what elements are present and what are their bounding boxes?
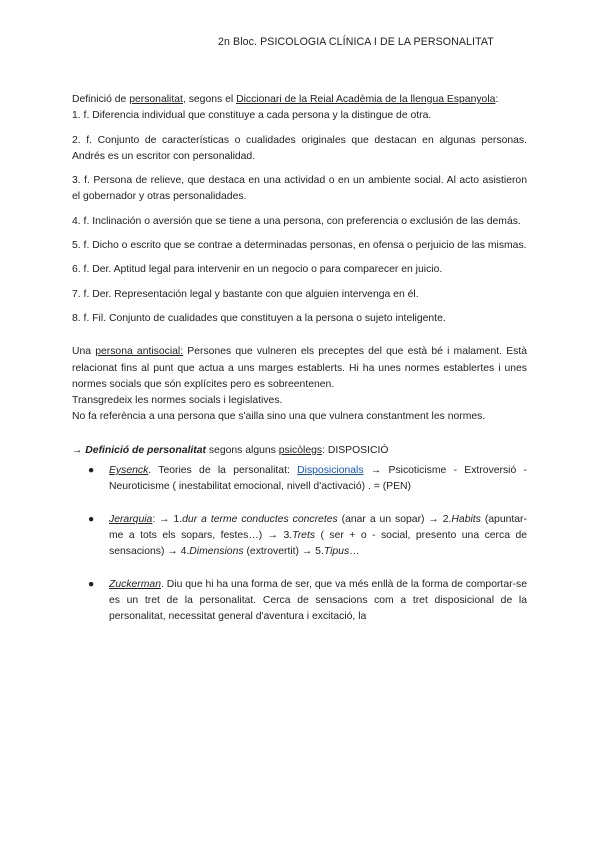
- jerarquia-t4: ( ser + o - social, presento una cerca de sensacions) → 4.: [109, 529, 527, 558]
- definition-1: 1. f. Diferencia individual que constituye a cada persona y la distingue de otra.: [72, 110, 432, 122]
- intro-term: personalitat: [129, 94, 183, 105]
- bullet-icon: ●: [88, 578, 95, 590]
- intro-paragraph: [72, 92, 527, 108]
- bullet-icon: ●: [88, 465, 95, 477]
- list-item-eysenck: [72, 463, 527, 496]
- antisocial-paragraph: [72, 344, 527, 393]
- section-psico: psicòlegs: [278, 444, 323, 456]
- section-suffix: : DISPOSICIÓ: [322, 444, 389, 456]
- section-heading: [72, 443, 527, 459]
- antisocial-line-2: Transgredeix les normes socials i legislatives.: [72, 395, 283, 407]
- intro-source: Diccionari de la Reial Acadèmia de la llengua Espanyola: [236, 94, 496, 105]
- jerarquia-t3: (apuntar-me a tots els sopars, festes…) → 3.: [109, 513, 527, 541]
- zuckerman-name: Zuckerman: [109, 578, 161, 590]
- definition-4: 4. f. Inclinación o aversión que se tiene a una persona, con preferencia o exclusión de las demás.: [72, 215, 521, 227]
- definition-5: 5. f. Dicho o escrito que se contrae a determinadas personas, en ofensa o perjuicio de las mismas.: [72, 240, 527, 252]
- section-title: Definició de personalitat: [85, 444, 206, 456]
- disposicionals-link[interactable]: Disposicionals: [297, 465, 364, 477]
- jerarquia-t1: : → 1.: [152, 513, 183, 525]
- antisocial-prefix: Una: [72, 346, 96, 358]
- eysenck-text-1: . Teories de la personalitat:: [148, 465, 298, 477]
- arrow-glyph: →: [72, 444, 86, 456]
- definition-7: 7. f. Der. Representación legal y bastante con que alguien intervenga en él.: [72, 288, 419, 300]
- zuckerman-text: . Diu que hi ha una forma de ser, que va més enllà de la forma de comportar-se es un tret de la personalitat. Cerca de sensacions com a tret disposicional de la personalitat, necessitat general d'aventura i excitació, la: [109, 578, 527, 623]
- antisocial-line-3: No fa referència a una persona que s'ailla sino una que vulnera constantment les normes.: [72, 411, 486, 423]
- document-body: [72, 92, 527, 625]
- intro-suffix: :: [495, 94, 499, 105]
- definition-2: 2. f. Conjunto de características o cualidades originales que destacan en algunas personas. Andrés es un escritor con personalidad.: [72, 134, 527, 162]
- jerarquia-e3: Trets: [292, 529, 316, 541]
- jerarquia-t5: (extrovertit) → 5.: [243, 546, 324, 558]
- jerarquia-t6: …: [349, 546, 360, 558]
- definition-8: 8. f. Fil. Conjunto de cualidades que constituyen a la persona o sujeto inteligente.: [72, 312, 446, 324]
- eysenck-text-2: → Psicoticisme - Extroversió - Neuroticisme ( inestabilitat emocional, nivell d'activació) . = (PEN): [109, 465, 527, 493]
- jerarquia-e4: Dimensions: [189, 546, 244, 558]
- intro-mid: , segons el: [182, 94, 237, 105]
- antisocial-text: Persones que vulneren els preceptes del que està bé i malament. Està relacionat fins al punt que actua a uns marges establerts. Hi ha unes normes establertes i unes normes socials que són explícites pero es sobreentenen.: [72, 346, 527, 390]
- jerarquia-t2: (anar a un sopar) → 2.: [337, 513, 452, 525]
- eysenck-name: Eysenck: [109, 465, 149, 477]
- section-mid: segons alguns: [205, 444, 279, 456]
- theorist-list: [72, 463, 527, 625]
- page-header: 2n Bloc. PSICOLOGIA CLÍNICA I DE LA PERSONALITAT: [218, 36, 494, 48]
- jerarquia-name: Jerarquia: [109, 513, 153, 525]
- definition-6: 6. f. Der. Aptitud legal para intervenir en un negocio o para comparecer en juicio.: [72, 264, 443, 276]
- list-item-zuckerman: [72, 577, 527, 626]
- jerarquia-e2: Habits: [451, 513, 481, 525]
- antisocial-term: persona antisocial:: [95, 346, 184, 358]
- list-item-jerarquia: [72, 512, 527, 561]
- definition-3: 3. f. Persona de relieve, que destaca en una actividad o en un ambiente social. Al acto asistieron el gobernador y otras personalidades.: [72, 175, 527, 203]
- jerarquia-e1: dur a terme conductes concretes: [182, 513, 338, 525]
- jerarquia-e5: Tipus: [323, 546, 350, 558]
- intro-prefix: Definició de: [72, 94, 130, 105]
- bullet-icon: ●: [88, 513, 95, 525]
